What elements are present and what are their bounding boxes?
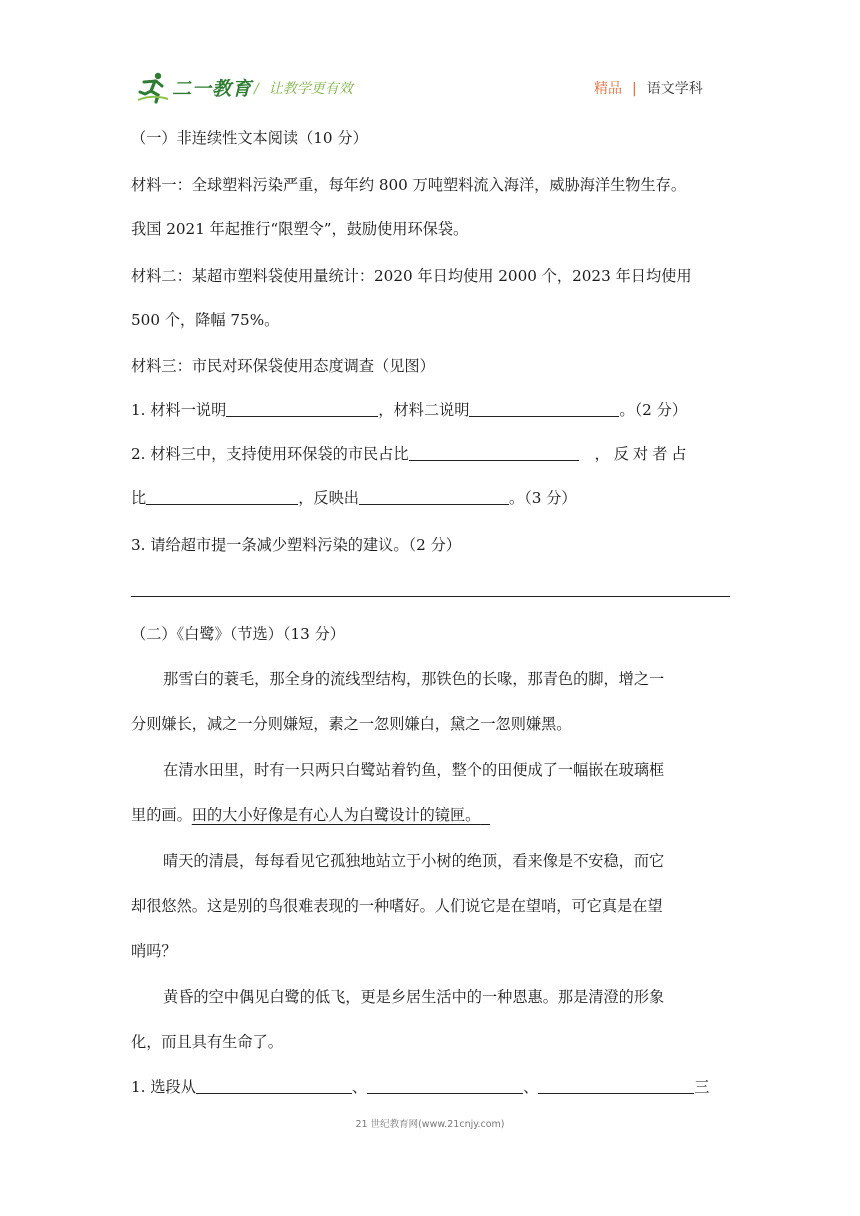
question-2 [131,444,690,464]
material1-line2: 我国 2021 年起推行“限塑令”，鼓励使用环保袋。 [131,220,469,238]
s2q1-text-c: 、 [523,1078,539,1096]
question-3: 3. 请给超市提一条减少塑料污染的建议。（2 分） [131,536,461,554]
answer-blank[interactable] [367,1077,523,1094]
q2-text-d: ，反映出 [298,489,359,507]
answer-blank[interactable] [226,400,378,417]
tag-separator: | [632,81,637,97]
section1-title: （一）非连续性文本阅读（10 分） [131,129,368,147]
answer-blank[interactable] [538,1077,694,1094]
para2-line2 [131,805,490,825]
q1-text-b: ，材料二说明 [378,401,470,419]
para3-line2: 却很悠然。这是别的鸟很难表现的一种嗜好。人们说它是在望哨，可它真是在望 [131,897,663,915]
q1-text-c: 。（2 分） [619,401,688,419]
q2-text-b: ，反对者占 [594,445,691,463]
question-1 [131,400,687,420]
para4-line1: 黄昏的空中偶见白鹭的低飞，更是乡居生活中的一种恩惠。那是清澄的形象 [163,988,665,1006]
answer-blank[interactable] [146,488,298,505]
q2-text-a: 2. 材料三中，支持使用环保袋的市民占比 [131,445,409,463]
subject-tags [594,78,703,98]
para1-line1: 那雪白的蓑毛，那全身的流线型结构，那铁色的长喙，那青色的脚，增之一 [163,670,665,688]
s2q1-text-a: 1. 选段从 [131,1078,196,1096]
q2-text-c: 比 [131,489,147,507]
underlined-sentence: 田的大小好像是有心人为白鹭设计的镜匣。 [191,806,481,824]
para3-line1: 晴天的清晨，每每看见它孤独地站立于小树的绝顶，看来像是不安稳，而它 [163,852,665,870]
q2-text-e: 。（3 分） [508,489,577,507]
material3: 材料三：市民对环保袋使用态度调查（见图） [131,357,435,375]
running-man-icon [136,70,170,104]
question-2-cont [131,488,577,508]
quality-tag: 精品 [594,81,622,97]
page-footer: 21 世纪教育网(www.21cnjy.com) [355,1119,505,1130]
slogan-text: 让教学更有效 [268,81,353,97]
para2-text: 里的画。 [131,806,192,824]
logo-text: 二一教育 [172,77,253,100]
s2q1-text-b: 、 [351,1078,368,1096]
para1-line2: 分则嫌长，减之一分则嫌短，素之一忽则嫌白，黛之一忽则嫌黑。 [131,715,572,733]
para3-line3: 哨吗？ [131,942,177,960]
s2q1-text-d: 三 [694,1078,710,1096]
answer-blank[interactable] [409,444,579,461]
slogan: / 让教学更有效 [254,81,353,97]
answer-line[interactable] [131,596,730,597]
q1-text-a: 1. 材料一说明 [131,401,227,419]
section2-title: （二）《白鹭》（节选）（13 分） [131,625,345,643]
para4-line2: 化，而且具有生命了。 [131,1033,283,1051]
page-header [0,0,860,110]
para2-line1: 在清水田里，时有一只两只白鹭站着钓鱼，整个的田便成了一幅嵌在玻璃框 [163,761,665,779]
answer-blank[interactable] [196,1077,352,1094]
section2-question-1 [131,1077,709,1097]
material1-line1: 材料一：全球塑料污染严重，每年约 800 万吨塑料流入海洋，威胁海洋生物生存。 [131,176,687,194]
material2-line1: 材料二：某超市塑料袋使用量统计：2020 年日均使用 2000 个，2023 年日均使用 [131,267,692,285]
material2-line2: 500 个，降幅 75%。 [131,311,280,329]
answer-blank[interactable] [359,488,509,505]
subject-tag: 语文学科 [646,81,703,97]
answer-blank[interactable] [469,400,619,417]
logo [136,70,252,104]
